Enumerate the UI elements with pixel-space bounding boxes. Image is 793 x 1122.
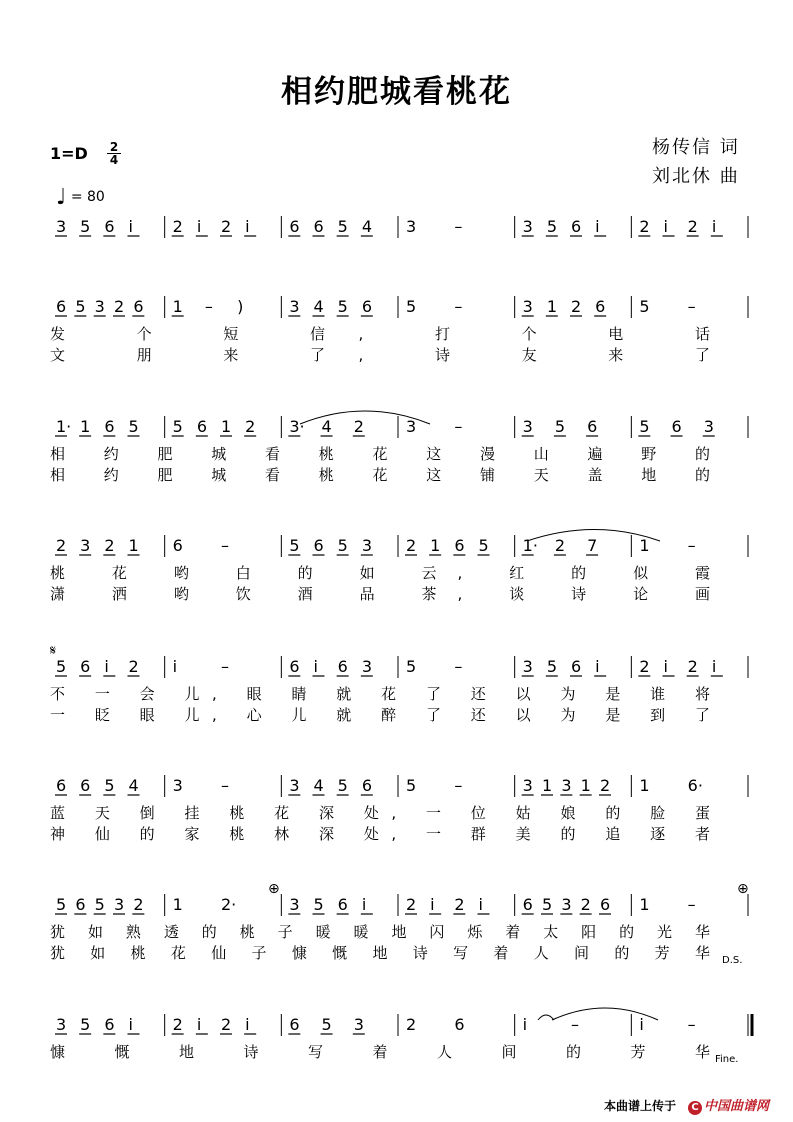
note-glyph: 6 — [313, 536, 324, 555]
note-glyph: 5 — [337, 297, 348, 316]
note-glyph: 3 — [406, 417, 417, 436]
note-glyph: 6 — [361, 776, 373, 795]
note-glyph: ) — [237, 297, 244, 316]
note-glyph: 5 — [56, 895, 67, 914]
score-systems — [50, 216, 752, 1065]
note-glyph: 2 — [245, 417, 256, 436]
lyric-line: 一 眨 眼 儿, 心 儿 就 醉 了 还 以 为 是 到 了 — [50, 706, 710, 724]
note-glyph: 3· — [289, 417, 305, 436]
note-glyph: 6 — [522, 895, 533, 914]
note-glyph: – — [687, 1015, 696, 1034]
note-glyph: 3 — [289, 297, 300, 316]
segno-icon: 𝄋 — [50, 643, 57, 659]
note-glyph: 2 — [406, 1015, 417, 1034]
note-glyph: 6 — [671, 417, 682, 436]
note-glyph: 6 — [361, 297, 373, 316]
note-glyph: i — [595, 217, 600, 236]
note-glyph: 5 — [639, 417, 650, 436]
note-glyph: 6 — [337, 657, 348, 676]
note-glyph: 3 — [114, 895, 125, 914]
note-glyph: 5 — [478, 536, 489, 555]
note-glyph: 2 — [639, 657, 650, 676]
note-glyph: 5 — [639, 297, 650, 316]
lyric-line: 桃 花 哟 白 的 如 云, 红 的 似 霞 — [50, 564, 710, 582]
note-glyph: 3 — [522, 776, 533, 795]
note-glyph: 6 — [289, 1015, 300, 1034]
note-glyph: 1 — [580, 776, 591, 795]
note-glyph: 2 — [600, 776, 611, 795]
note-glyph: – — [687, 895, 696, 914]
note-glyph: 2 — [104, 536, 115, 555]
note-glyph: 1 — [128, 536, 139, 555]
note-glyph: 1 — [542, 776, 553, 795]
note-glyph: 3 — [361, 536, 373, 555]
note-glyph: i — [128, 217, 133, 236]
note-glyph: 1 — [172, 297, 183, 316]
note-glyph: i — [313, 657, 318, 676]
note-glyph: i — [245, 1015, 250, 1034]
note-glyph: 6 — [133, 297, 144, 316]
note-glyph: 6· — [687, 776, 703, 795]
note-glyph: i — [430, 895, 435, 914]
note-glyph: 4 — [321, 417, 332, 436]
lyric-line: 犹 如 桃 花 仙 子 慷 慨 地 诗 写 着 人 间 的 芳 华 — [50, 944, 710, 962]
note-glyph: i — [595, 657, 600, 676]
note-glyph: – — [221, 776, 229, 795]
note-glyph: 3 — [703, 417, 714, 436]
note-glyph: 4 — [313, 776, 324, 795]
note-glyph: 2 — [406, 536, 417, 555]
note-glyph: 6 — [196, 417, 208, 436]
time-signature-bottom: 4 — [109, 153, 119, 167]
note-glyph: 2 — [353, 417, 364, 436]
note-glyph: i — [639, 1015, 644, 1034]
note-glyph: 6 — [313, 217, 324, 236]
note-glyph: 2 — [133, 895, 144, 914]
note-glyph: 3 — [522, 297, 533, 316]
note-glyph: 3 — [353, 1015, 364, 1034]
note-glyph: 2 — [580, 895, 591, 914]
note-glyph: 4 — [128, 776, 139, 795]
note-glyph: 5 — [80, 1015, 91, 1034]
note-glyph: 6 — [454, 536, 465, 555]
note-glyph: 5 — [337, 536, 348, 555]
site-name: 中国曲谱网 — [704, 1099, 770, 1114]
note-glyph: 6 — [454, 1015, 465, 1034]
note-glyph: 2 — [687, 217, 698, 236]
note-glyph: 2 — [406, 895, 417, 914]
note-glyph: 6 — [56, 297, 67, 316]
site-logo-icon: C — [688, 1101, 702, 1115]
lyric-line: 不 一 会 儿, 眼 睛 就 花 了 还 以 为 是 谁 将 — [50, 685, 710, 703]
note-glyph: 2 — [221, 217, 232, 236]
note-glyph: i — [361, 895, 367, 914]
note-glyph: 2 — [639, 217, 650, 236]
note-glyph: – — [221, 657, 229, 676]
fine-mark: Fine. — [715, 1054, 739, 1065]
note-glyph: 5 — [289, 536, 300, 555]
note-glyph: 5 — [546, 217, 558, 236]
note-glyph: 5 — [554, 417, 566, 436]
note-glyph: 1 — [546, 297, 558, 316]
note-glyph: 5 — [172, 417, 183, 436]
note-glyph: 5 — [542, 895, 553, 914]
note-glyph: 5 — [128, 417, 139, 436]
site-logo — [688, 1095, 769, 1115]
lyric-line: 潇 洒 哟 饮 酒 品 茶, 谈 诗 论 画 — [50, 585, 710, 603]
note-glyph: 5 — [406, 776, 417, 795]
note-glyph: 3 — [522, 217, 533, 236]
note-glyph: 5 — [406, 657, 417, 676]
note-glyph: 3 — [94, 297, 105, 316]
note-glyph: 3 — [289, 776, 300, 795]
note-glyph: 3 — [406, 217, 417, 236]
note-glyph: – — [454, 417, 463, 436]
note-glyph: 3 — [56, 1015, 67, 1034]
note-glyph: 1· — [56, 417, 72, 436]
lyricist-credit: 杨传信 词 — [652, 137, 740, 158]
note-glyph: – — [221, 536, 229, 555]
note-glyph: 3 — [561, 776, 572, 795]
note-glyph: 5 — [80, 217, 91, 236]
note-glyph: 1 — [639, 776, 650, 795]
note-glyph: 6 — [600, 895, 611, 914]
fermata-icon — [538, 1015, 554, 1020]
quarter-note-icon: ♩ — [56, 185, 67, 210]
note-glyph: 6 — [80, 776, 91, 795]
lyric-line: 蓝 天 倒 挂 桃 花 深 处, 一 位 姑 娘 的 脸 蛋 — [50, 804, 710, 822]
page-title: 相约肥城看桃花 — [281, 74, 512, 110]
note-glyph: – — [454, 776, 463, 795]
note-glyph: 5 — [56, 657, 67, 676]
note-glyph: – — [454, 657, 463, 676]
note-glyph: 3 — [522, 657, 533, 676]
note-glyph: – — [571, 1015, 579, 1034]
note-glyph: 6 — [289, 217, 300, 236]
note-glyph: 2 — [172, 217, 183, 236]
note-glyph: 7 — [587, 536, 598, 555]
note-glyph: i — [196, 1015, 202, 1034]
lyric-line: 文 朋 来 了, 诗 友 来 了 — [50, 346, 710, 364]
note-glyph: 6 — [104, 417, 115, 436]
note-glyph: 6 — [80, 657, 91, 676]
note-glyph: – — [687, 297, 696, 316]
note-glyph: 5 — [313, 895, 324, 914]
note-glyph: 5 — [337, 776, 348, 795]
note-glyph: 3 — [361, 657, 373, 676]
note-glyph: 6 — [571, 657, 582, 676]
note-glyph: 6 — [104, 217, 115, 236]
note-glyph: 1 — [430, 536, 441, 555]
note-glyph: 5 — [321, 1015, 332, 1034]
note-glyph: 5 — [94, 895, 105, 914]
note-glyph: 5 — [546, 657, 558, 676]
note-glyph: – — [687, 536, 696, 555]
note-glyph: 1 — [172, 895, 183, 914]
note-glyph: 2 — [454, 895, 465, 914]
note-glyph: 6 — [104, 1015, 115, 1034]
note-glyph: 5 — [75, 297, 86, 316]
note-glyph: 2 — [571, 297, 582, 316]
note-glyph: i — [522, 1015, 528, 1034]
footer-upload-text: 本曲谱上传于 — [604, 1099, 677, 1113]
note-glyph: 1 — [639, 895, 650, 914]
note-glyph: i — [104, 657, 109, 676]
lyric-line: 相 约 肥 城 看 桃 花 这 漫 山 遍 野 的 — [50, 445, 711, 463]
note-glyph: 2 — [128, 657, 139, 676]
note-glyph: 6 — [587, 417, 598, 436]
lyric-line: 慷 慨 地 诗 写 着 人 间 的 芳 华 — [50, 1043, 710, 1061]
note-glyph: 2 — [554, 536, 566, 555]
note-glyph: i — [172, 657, 178, 676]
note-glyph: 2 — [687, 657, 698, 676]
note-glyph: 4 — [361, 217, 373, 236]
note-glyph: i — [711, 217, 717, 236]
lyric-line: 神 仙 的 家 桃 林 深 处, 一 群 美 的 追 逐 者 — [50, 825, 710, 843]
note-glyph: – — [204, 297, 213, 316]
coda-icon: ⊕ — [268, 881, 280, 897]
note-glyph: 6 — [337, 895, 348, 914]
lyric-line: 发 个 短 信, 打 个 电 话 — [50, 325, 710, 343]
note-glyph: 6 — [595, 297, 606, 316]
note-glyph: i — [663, 217, 668, 236]
note-glyph: i — [663, 657, 668, 676]
note-glyph: – — [454, 217, 463, 236]
time-signature-top: 2 — [109, 140, 119, 154]
note-glyph: 6 — [289, 657, 300, 676]
coda-icon-end: ⊕ — [737, 881, 749, 897]
note-glyph: i — [478, 895, 483, 914]
note-glyph: 2· — [221, 895, 237, 914]
key-signature: 1=D — [50, 144, 88, 163]
note-glyph: 3 — [289, 895, 300, 914]
note-glyph: 6 — [56, 776, 67, 795]
note-glyph: 3 — [561, 895, 572, 914]
note-glyph: 1· — [522, 536, 538, 555]
note-glyph: 3 — [522, 417, 533, 436]
note-glyph: 3 — [80, 536, 91, 555]
note-glyph: 4 — [313, 297, 324, 316]
tempo-value: = 80 — [70, 189, 105, 205]
note-glyph: 6 — [571, 217, 582, 236]
note-glyph: i — [711, 657, 717, 676]
ds-mark: D.S. — [722, 955, 743, 966]
note-glyph: 5 — [406, 297, 417, 316]
note-glyph: 6 — [172, 536, 183, 555]
note-glyph: 2 — [221, 1015, 232, 1034]
note-glyph: i — [245, 217, 250, 236]
note-glyph: 2 — [114, 297, 125, 316]
lyric-line: 相 约 肥 城 看 桃 花 这 铺 天 盖 地 的 — [50, 466, 711, 484]
note-glyph: 3 — [172, 776, 183, 795]
composer-credit: 刘北休 曲 — [652, 166, 740, 187]
note-glyph: 5 — [337, 217, 348, 236]
note-glyph: 5 — [104, 776, 115, 795]
note-glyph: 3 — [56, 217, 67, 236]
note-glyph: – — [454, 297, 463, 316]
note-glyph: 1 — [639, 536, 650, 555]
note-glyph: 2 — [56, 536, 67, 555]
note-glyph: 6 — [75, 895, 86, 914]
note-glyph: 1 — [80, 417, 91, 436]
lyric-line: 犹 如 熟 透 的 桃 子 暖 暖 地 闪 烁 着 太 阳 的 光 华 — [50, 923, 710, 941]
note-glyph: 2 — [172, 1015, 183, 1034]
note-glyph: 1 — [221, 417, 232, 436]
note-glyph: i — [128, 1015, 133, 1034]
note-glyph: i — [196, 217, 202, 236]
